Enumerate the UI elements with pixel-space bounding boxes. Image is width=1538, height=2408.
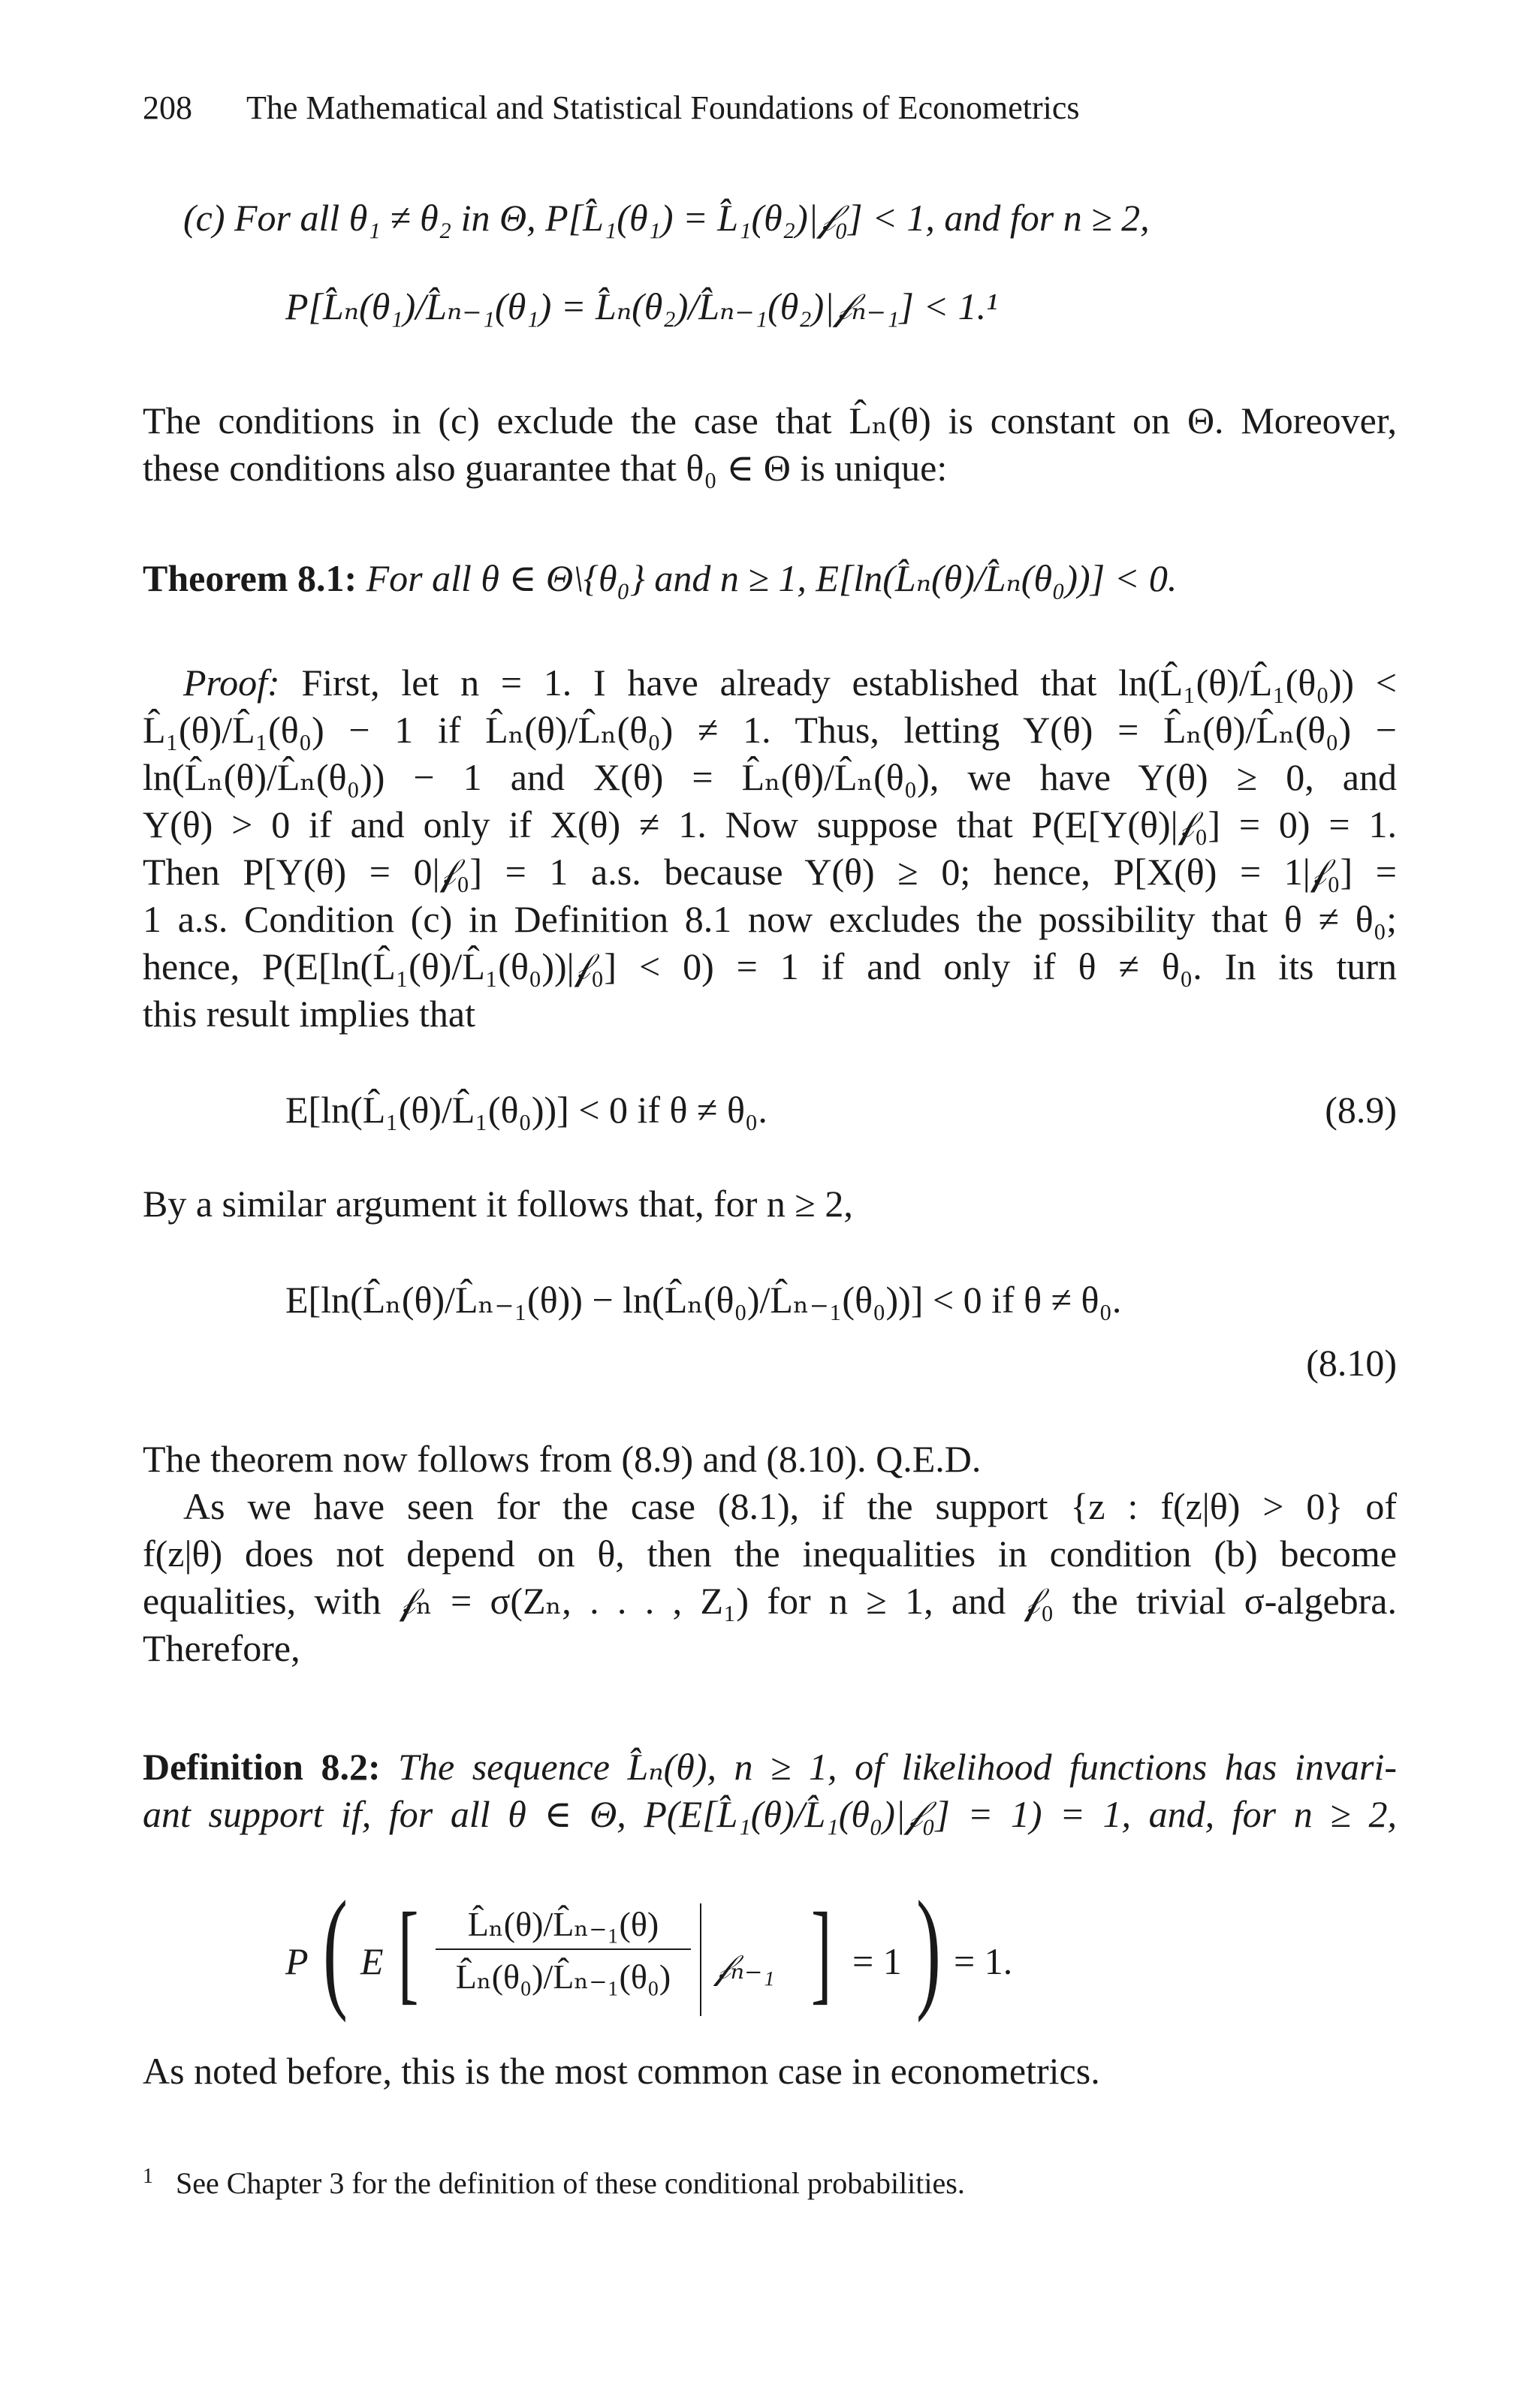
- proof-line-1: Proof: First, let n = 1. I have already established that ln(L̂₁(θ)/L̂₁(θ₀)) <: [183, 662, 1397, 704]
- proof-line: 1 a.s. Condition (c) in Definition 8.1 now excludes the possibility that θ ≠ θ₀;: [143, 898, 1397, 940]
- right-paren: ): [916, 1873, 941, 2023]
- fraction-numerator: L̂ₙ(θ)/L̂ₙ₋₁(θ): [436, 1903, 691, 1950]
- expect-symbol: E: [360, 1940, 384, 1982]
- proof-line: ln(L̂ₙ(θ)/L̂ₙ(θ₀)) − 1 and X(θ) = L̂ₙ(θ)/L̂ₙ(θ₀), we have Y(θ) ≥ 0, and: [143, 756, 1397, 798]
- equation-number: (8.10): [1306, 1342, 1397, 1384]
- proof-line: this result implies that: [143, 993, 476, 1035]
- proof-line: hence, P(E[ln(L̂₁(θ)/L̂₁(θ₀))|𝒻₀] < 0) = 1 if and only if θ ≠ θ₀. In its turn: [143, 945, 1397, 987]
- fraction-denominator: L̂ₙ(θ₀)/L̂ₙ₋₁(θ₀): [455, 1957, 671, 1996]
- theorem-text: For all θ ∈ Θ\{θ₀} and n ≥ 1, E[ln(L̂ₙ(θ)/L̂ₙ(θ₀))] < 0.: [366, 557, 1178, 599]
- page-number: 208: [143, 89, 192, 126]
- footnote-mark: 1: [143, 2165, 153, 2188]
- condition-c-line2: P[L̂ₙ(θ₁)/L̂ₙ₋₁(θ₁) = L̂ₙ(θ₂)/L̂ₙ₋₁(θ₂)|𝒻ₙ₋₁] < 1.¹: [285, 285, 998, 327]
- equation-number: (8.9): [1325, 1089, 1397, 1131]
- conditional-bar: [700, 1903, 701, 2016]
- definition-8-2-line2: ant support if, for all θ ∈ Θ, P(E[L̂₁(θ)/L̂₁(θ₀)|𝒻₀] = 1) = 1, and, for n ≥ 2,: [143, 1793, 1397, 1835]
- definition-label: Definition 8.2:: [143, 1746, 381, 1788]
- proof-line: Then P[Y(θ) = 0|𝒻₀] = 1 a.s. because Y(θ) ≥ 0; hence, P[X(θ) = 1|𝒻₀] =: [143, 851, 1397, 893]
- left-bracket: [: [398, 1890, 419, 2015]
- right-bracket: ]: [811, 1890, 832, 2015]
- inner-equals: = 1: [852, 1940, 902, 1982]
- footnote-text: See Chapter 3 for the definition of these conditional probabilities.: [176, 2166, 965, 2201]
- running-title: The Mathematical and Statistical Foundations of Econometrics: [246, 89, 1080, 126]
- equation-8-10: E[ln(L̂ₙ(θ)/L̂ₙ₋₁(θ)) − ln(L̂ₙ(θ₀)/L̂ₙ₋₁(θ₀))] < 0 if θ ≠ θ₀.: [285, 1279, 1122, 1321]
- proof-label: Proof:: [183, 662, 280, 704]
- paragraph-line: By a similar argument it follows that, for n ≥ 2,: [143, 1183, 853, 1225]
- outer-equals: = 1.: [954, 1940, 1013, 1982]
- fraction: [436, 1903, 691, 1997]
- footnote: [143, 2166, 965, 2199]
- proof-line: L̂₁(θ)/L̂₁(θ₀) − 1 if L̂ₙ(θ)/L̂ₙ(θ₀) ≠ 1. Thus, letting Y(θ) = L̂ₙ(θ)/L̂ₙ(θ₀) −: [143, 709, 1397, 751]
- paragraph-line: f(z|θ) does not depend on θ, then the inequalities in condition (b) become: [143, 1533, 1397, 1575]
- sigma-field: 𝒻ₙ₋₁: [715, 1948, 775, 1986]
- theorem-8-1: [143, 559, 1177, 597]
- left-paren: (: [323, 1873, 348, 2023]
- paragraph-line: Therefore,: [143, 1627, 300, 1669]
- paragraph-line: these conditions also guarantee that θ₀ ∈ Θ is unique:: [143, 447, 948, 489]
- paragraph-line: As noted before, this is the most common case in econometrics.: [143, 2050, 1100, 2092]
- definition-8-2-line1: Definition 8.2: The sequence L̂ₙ(θ), n ≥ 1, of likelihood functions has invari-: [143, 1746, 1398, 1788]
- prob-symbol: P: [285, 1940, 309, 1982]
- qed-line: The theorem now follows from (8.9) and (8.10). Q.E.D.: [143, 1438, 982, 1480]
- display-equation: [285, 1873, 1036, 2024]
- paragraph-line: equalities, with 𝒻ₙ = σ(Zₙ, . . . , Z₁) for n ≥ 1, and 𝒻₀ the trivial σ-algebra.: [143, 1580, 1397, 1622]
- paragraph-line: As we have seen for the case (8.1), if the support {z : f(z|θ) > 0} of: [183, 1485, 1397, 1527]
- proof-line: Y(θ) > 0 if and only if X(θ) ≠ 1. Now suppose that P(E[Y(θ)|𝒻₀] = 0) = 1.: [143, 803, 1397, 845]
- equation-8-9: E[ln(L̂₁(θ)/L̂₁(θ₀))] < 0 if θ ≠ θ₀.: [285, 1089, 767, 1131]
- theorem-label: Theorem 8.1:: [143, 557, 357, 599]
- paragraph-line: The conditions in (c) exclude the case that L̂ₙ(θ) is constant on Θ. Moreover,: [143, 399, 1397, 442]
- condition-c-line1: (c) For all θ₁ ≠ θ₂ in Θ, P[L̂₁(θ₁) = L̂₁(θ₂)|𝒻₀] < 1, and for n ≥ 2,: [183, 197, 1150, 239]
